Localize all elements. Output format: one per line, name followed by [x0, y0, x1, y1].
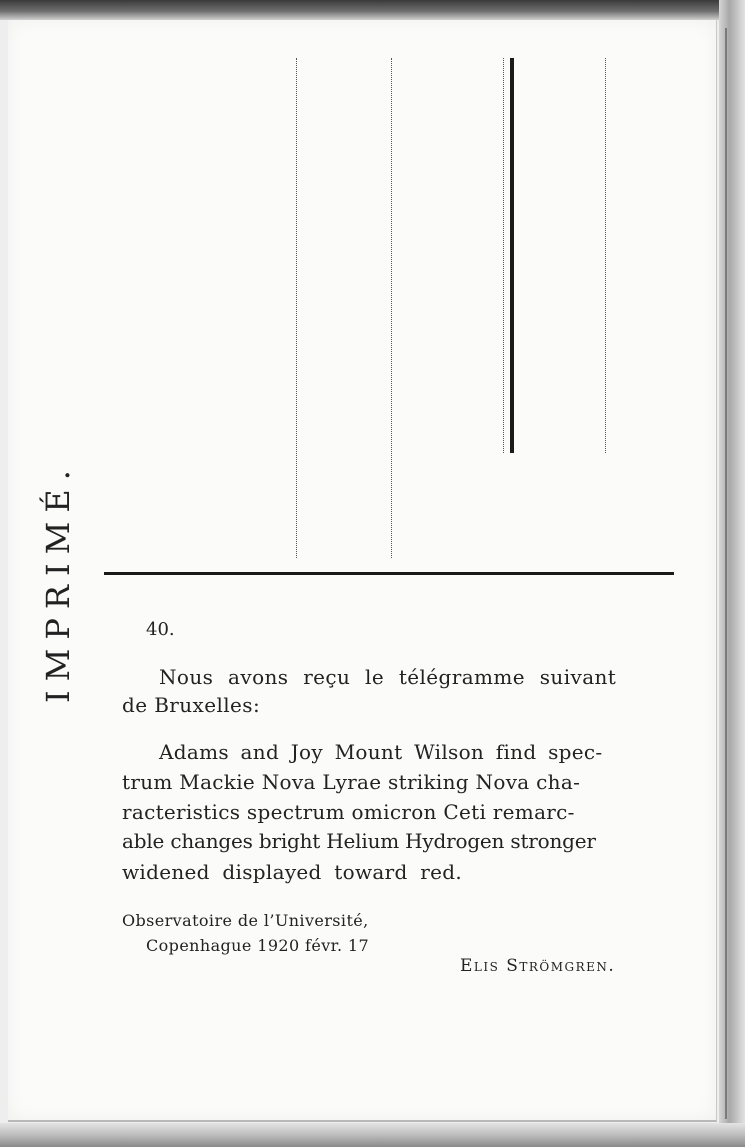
telegram-line-5: widened displayed toward red.	[122, 860, 463, 884]
scan-top-edge	[0, 0, 745, 20]
intro-line-1: Nous avons reçu le télégramme suivant	[159, 665, 617, 689]
address-dotted-line-1	[296, 58, 297, 558]
telegram-line-3: racteristics spectrum omicron Ceti remarc-	[122, 800, 575, 824]
telegram-line-1: Adams and Joy Mount Wilson find spec-	[159, 740, 603, 764]
scan-right-edge	[719, 0, 745, 1147]
section-divider	[104, 572, 674, 575]
signature: Elis Strömgren.	[460, 956, 616, 976]
circular-number: 40.	[146, 619, 175, 640]
telegram-line-2: trum Mackie Nova Lyrae striking Nova cha-	[122, 770, 581, 794]
observatory-line-1: Observatoire de l’Université,	[122, 911, 369, 930]
address-dotted-line-3	[503, 58, 504, 453]
scan-bottom-edge	[0, 1123, 745, 1147]
imprime-side-label: IMPRIMÉ.	[39, 461, 77, 703]
observatory-line-2: Copenhague 1920 févr. 17	[146, 936, 370, 955]
address-solid-line	[510, 58, 514, 453]
address-dotted-line-2	[391, 58, 392, 558]
intro-line-2: de Bruxelles:	[122, 693, 261, 717]
telegram-line-4: able changes bright Helium Hydrogen stronger	[122, 829, 596, 853]
address-dotted-line-4	[605, 58, 606, 453]
postcard	[8, 20, 717, 1122]
